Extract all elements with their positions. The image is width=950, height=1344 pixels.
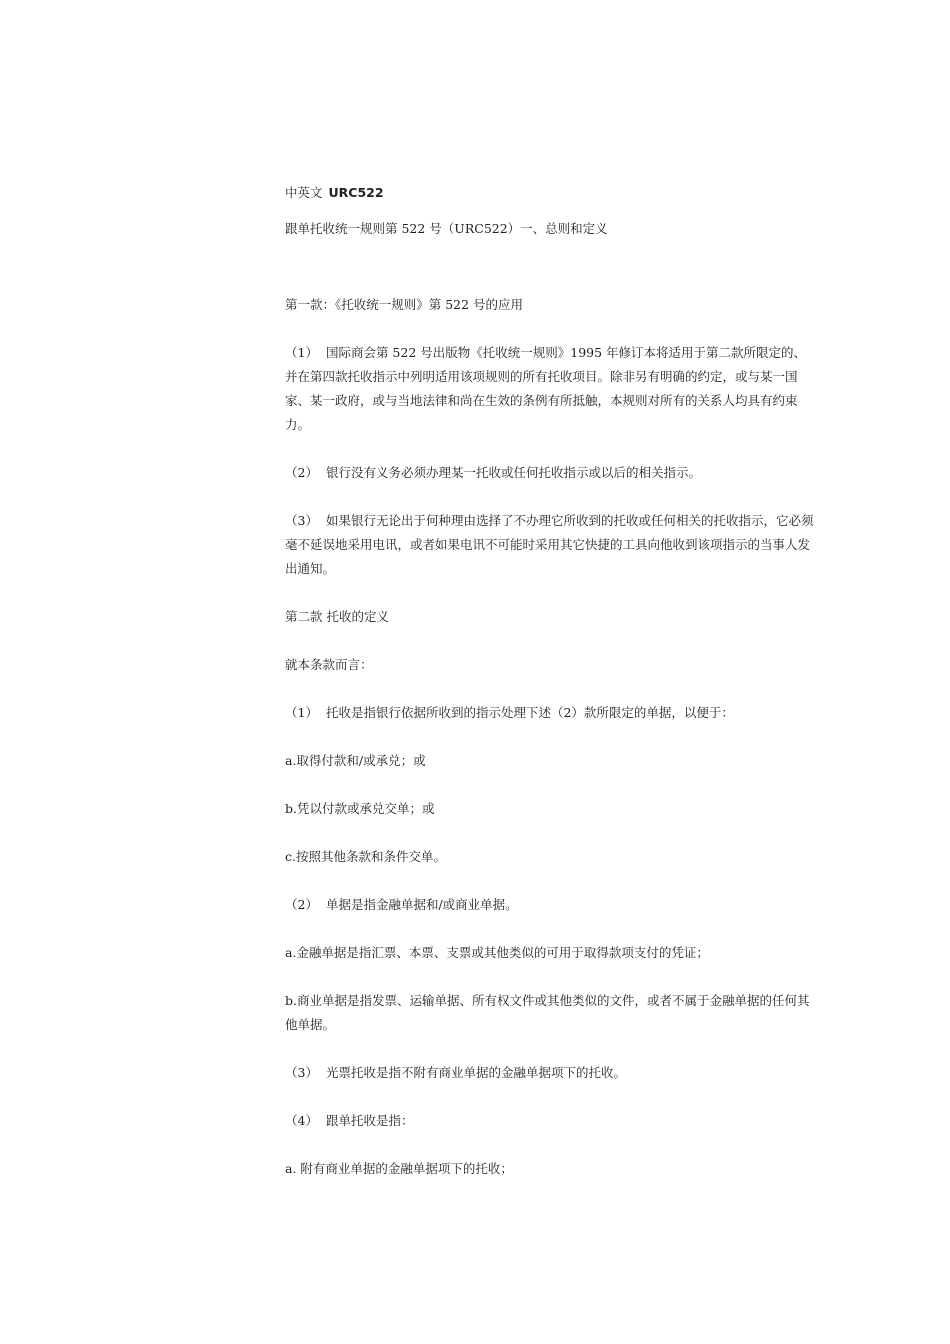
- paragraph: （1） 托收是指银行依据所收到的指示处理下述（2）款所限定的单据，以便于：: [285, 705, 734, 720]
- paragraph: （2） 银行没有义务必须办理某一托收或任何托收指示或以后的相关指示。: [285, 465, 701, 480]
- title-prefix: 中英文: [285, 185, 323, 200]
- paragraph: b.凭以付款或承兑交单；或: [285, 801, 435, 816]
- title-code: URC522: [328, 185, 384, 200]
- paragraph: （1） 国际商会第 522 号出版物《托收统一规则》1995 年修订本将适用于第二款所限定的、并在第四款托收指示中列明适用该项规则的所有托收项目。除非另有明确的约定，或与某一国家、某一政府，或与当地法律和尚在生效的条例有所抵触，本规则对所有的关系人均具有约束力。: [285, 345, 807, 432]
- paragraph: b.商业单据是指发票、运输单据、所有权文件或其他类似的文件，或者不属于金融单据的任何其他单据。: [285, 993, 810, 1032]
- paragraph-list: [285, 293, 815, 1181]
- paragraph: c.按照其他条款和条件交单。: [285, 849, 446, 864]
- paragraph: a. 附有商业单据的金融单据项下的托收；: [285, 1161, 513, 1176]
- paragraph: （3） 光票托收是指不附有商业单据的金融单据项下的托收。: [285, 1065, 626, 1080]
- document-page: [285, 184, 815, 1205]
- document-subtitle: 跟单托收统一规则第 522 号（URC522）一、总则和定义: [285, 221, 608, 236]
- paragraph: a.金融单据是指汇票、本票、支票或其他类似的可用于取得款项支付的凭证；: [285, 945, 709, 960]
- paragraph: 第一款：《托收统一规则》第 522 号的应用: [285, 297, 524, 312]
- paragraph: （3） 如果银行无论出于何种理由选择了不办理它所收到的托收或任何相关的托收指示，它必须毫不延误地采用电讯，或者如果电讯不可能时采用其它快捷的工具向他收到该项指示的当事人发出通知。: [285, 513, 814, 576]
- paragraph: 就本条款而言：: [285, 657, 373, 672]
- paragraph: （2） 单据是指金融单据和/或商业单据。: [285, 897, 518, 912]
- paragraph: a.取得付款和/或承兑；或: [285, 753, 426, 768]
- document-title: [285, 184, 815, 202]
- paragraph: （4） 跟单托收是指：: [285, 1113, 414, 1128]
- paragraph: 第二款 托收的定义: [285, 609, 389, 624]
